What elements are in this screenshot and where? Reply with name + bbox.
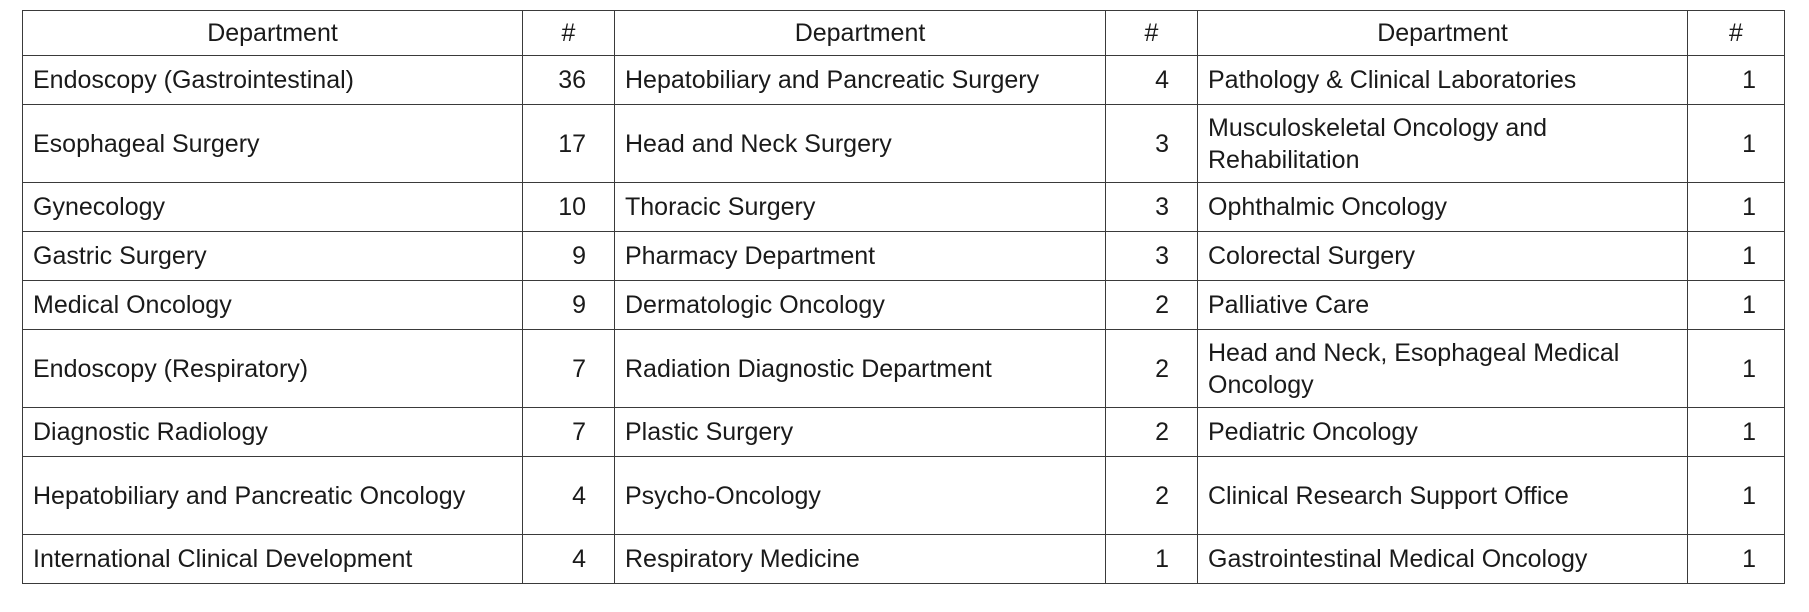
table-row — [23, 330, 1785, 408]
department-count: 2 — [1106, 281, 1198, 330]
column-header-count: # — [1688, 11, 1785, 56]
department-name: Colorectal Surgery — [1198, 232, 1688, 281]
department-name: Head and Neck Surgery — [615, 105, 1106, 183]
table-row — [23, 281, 1785, 330]
department-count: 2 — [1106, 408, 1198, 457]
department-count: 1 — [1688, 535, 1785, 584]
department-count: 3 — [1106, 232, 1198, 281]
department-name: Endoscopy (Gastrointestinal) — [23, 56, 523, 105]
department-count: 1 — [1688, 330, 1785, 408]
department-count: 36 — [523, 56, 615, 105]
department-name: Musculoskeletal Oncology and Rehabilitation — [1198, 105, 1688, 183]
department-name: Pharmacy Department — [615, 232, 1106, 281]
department-count: 9 — [523, 281, 615, 330]
department-name: Gastrointestinal Medical Oncology — [1198, 535, 1688, 584]
department-name: Hepatobiliary and Pancreatic Surgery — [615, 56, 1106, 105]
department-count-table — [22, 10, 1785, 584]
department-count: 4 — [1106, 56, 1198, 105]
table-row — [23, 56, 1785, 105]
department-name: Ophthalmic Oncology — [1198, 183, 1688, 232]
department-name: Medical Oncology — [23, 281, 523, 330]
department-name: Psycho-Oncology — [615, 457, 1106, 535]
department-count: 17 — [523, 105, 615, 183]
department-name: Pathology & Clinical Laboratories — [1198, 56, 1688, 105]
department-name: Radiation Diagnostic Department — [615, 330, 1106, 408]
department-count: 7 — [523, 408, 615, 457]
department-name: Plastic Surgery — [615, 408, 1106, 457]
department-count: 4 — [523, 457, 615, 535]
department-name: International Clinical Development — [23, 535, 523, 584]
department-count: 7 — [523, 330, 615, 408]
department-count: 1 — [1688, 408, 1785, 457]
department-name: Hepatobiliary and Pancreatic Oncology — [23, 457, 523, 535]
department-count: 10 — [523, 183, 615, 232]
column-header-department: Department — [23, 11, 523, 56]
department-count: 1 — [1688, 56, 1785, 105]
column-header-department: Department — [615, 11, 1106, 56]
department-count: 1 — [1106, 535, 1198, 584]
department-name: Endoscopy (Respiratory) — [23, 330, 523, 408]
department-name: Respiratory Medicine — [615, 535, 1106, 584]
department-count: 3 — [1106, 183, 1198, 232]
department-count: 3 — [1106, 105, 1198, 183]
department-name: Palliative Care — [1198, 281, 1688, 330]
table-row — [23, 232, 1785, 281]
department-name: Esophageal Surgery — [23, 105, 523, 183]
table-row — [23, 408, 1785, 457]
department-count: 1 — [1688, 281, 1785, 330]
department-name: Head and Neck, Esophageal Medical Oncology — [1198, 330, 1688, 408]
department-name: Thoracic Surgery — [615, 183, 1106, 232]
department-name: Clinical Research Support Office — [1198, 457, 1688, 535]
department-count: 2 — [1106, 330, 1198, 408]
column-header-count: # — [523, 11, 615, 56]
table-header-row — [23, 11, 1785, 56]
department-count: 1 — [1688, 457, 1785, 535]
table-row — [23, 457, 1785, 535]
column-header-department: Department — [1198, 11, 1688, 56]
department-count: 2 — [1106, 457, 1198, 535]
table-row — [23, 105, 1785, 183]
department-name: Gynecology — [23, 183, 523, 232]
department-table-container — [22, 10, 1785, 584]
column-header-count: # — [1106, 11, 1198, 56]
department-count: 1 — [1688, 105, 1785, 183]
department-name: Diagnostic Radiology — [23, 408, 523, 457]
department-count: 1 — [1688, 232, 1785, 281]
department-count: 1 — [1688, 183, 1785, 232]
table-row — [23, 535, 1785, 584]
department-name: Gastric Surgery — [23, 232, 523, 281]
department-name: Pediatric Oncology — [1198, 408, 1688, 457]
department-count: 9 — [523, 232, 615, 281]
department-count: 4 — [523, 535, 615, 584]
department-name: Dermatologic Oncology — [615, 281, 1106, 330]
table-row — [23, 183, 1785, 232]
